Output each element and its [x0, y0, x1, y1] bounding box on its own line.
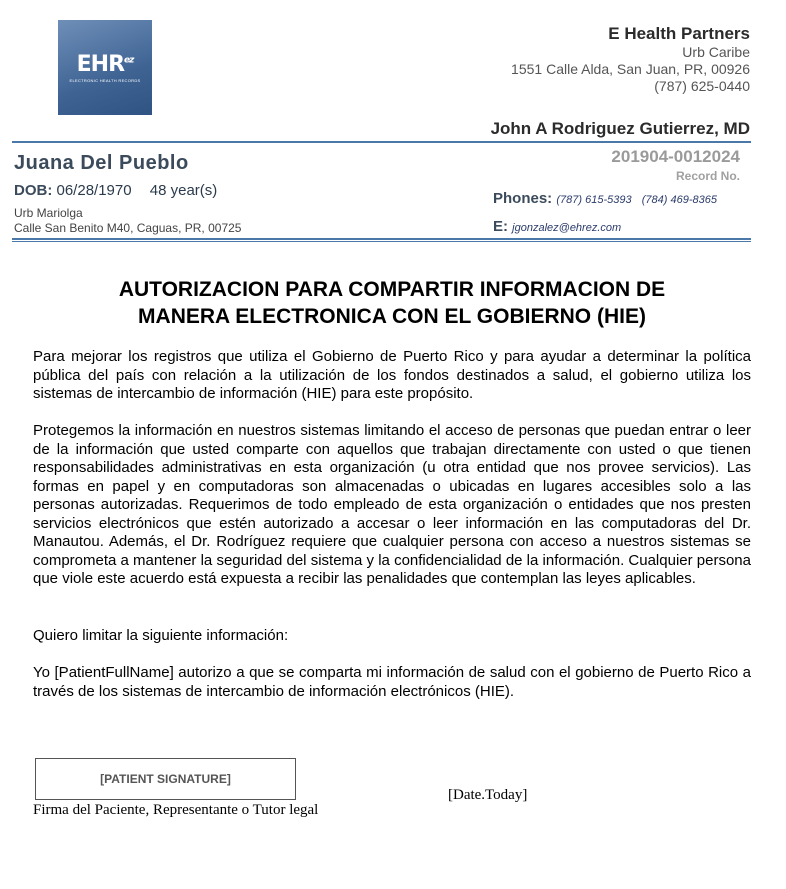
- paragraph-protection: Protegemos la información en nuestros sistemas limitando el acceso de personas que puedan entrar o leer de la información que usted comparte con aquellos que trabajan directamente con usted o que tienen responsabilidades administrativas en esta organización (u otra entidad que nos provee servicios). Las formas en papel y en computadoras son almacenadas o ubicadas en lugares accesibles solo a las personas autorizadas. Requerimos de todo empleado de esta organización o entidades que nos presten servicios electrónicos que estén autorizado a accesar o leer información en las computadoras del Dr. Manautou. Además, el Dr. Rodríguez requiere que cualquier persona con acceso a nuestros sistemas se comprometa a mantener la seguridad del sistema y la confidencialidad de la información. Cualquier persona que viole este acuerdo está expuesta a recibir las penalidades que contemplan las leyes aplicables.: [33, 422, 751, 587]
- ehrez-logo: [58, 20, 152, 115]
- patient-age: 48 year(s): [149, 182, 218, 199]
- email-label: E:: [493, 218, 508, 235]
- patient-signature-field[interactable]: [PATIENT SIGNATURE]: [35, 758, 296, 800]
- record-number-label: Record No.: [675, 169, 740, 183]
- logo-brand: $EHR^{ez}$: [76, 52, 134, 77]
- signature-caption: Firma del Paciente, Representante o Tutor legal: [33, 802, 319, 818]
- practice-address-line2: 1551 Calle Alda, San Juan, PR, 00926: [511, 61, 750, 77]
- title-line-2: MANERA ELECTRONICA CON EL GOBIERNO (HIE): [138, 305, 646, 328]
- provider-name: John A Rodriguez Gutierrez, MD: [490, 119, 750, 138]
- dob-label: DOB:: [14, 182, 53, 199]
- patient-address-line1: Urb Mariolga: [14, 206, 83, 220]
- patient-email: jgonzalez@ehrez.com: [512, 222, 622, 234]
- patient-divider-top: [12, 238, 751, 240]
- patient-dob-row: [14, 182, 217, 199]
- patient-phone-2: (784) 469-8365: [641, 194, 717, 206]
- signature-date: [Date.Today]: [448, 787, 528, 803]
- practice-name: E Health Partners: [608, 24, 750, 43]
- record-number: 201904-0012024: [611, 147, 740, 166]
- paragraph-limit: Quiero limitar la siguiente información:: [33, 627, 289, 644]
- patient-phones: [493, 190, 717, 207]
- patient-divider-bottom: [12, 241, 751, 242]
- patient-phone-1: (787) 615-5393: [556, 194, 632, 206]
- patient-address-line2: Calle San Benito M40, Caguas, PR, 00725: [14, 221, 242, 235]
- patient-dob: 06/28/1970: [56, 182, 132, 199]
- logo-tagline: ELECTRONIC HEALTH RECORDS: [69, 78, 141, 83]
- practice-phone: (787) 625-0440: [654, 78, 750, 94]
- title-line-1: AUTORIZACION PARA COMPARTIR INFORMACION DE: [118, 278, 666, 301]
- paragraph-authorization: Yo [PatientFullName] autorizo a que se comparta mi información de salud con el gobierno de Puerto Rico a través de los sistemas de intercambio de información electrónicos (HIE).: [33, 664, 751, 700]
- paragraph-intro: Para mejorar los registros que utiliza el Gobierno de Puerto Rico y para ayudar a determinar la política pública del país con relación a la utilización de los fondos destinados a salud, el gobierno utiliza los sistemas de intercambio de información (HIE) para este propósito.: [33, 348, 751, 402]
- practice-address-line1: Urb Caribe: [682, 44, 750, 60]
- patient-name: Juana Del Pueblo: [14, 152, 189, 174]
- header-divider: [12, 141, 751, 143]
- practice-info: [511, 24, 750, 95]
- logo-suffix: ez: [124, 55, 134, 66]
- document-title: [33, 276, 751, 330]
- patient-email-row: [493, 218, 621, 235]
- phones-label: Phones:: [493, 190, 553, 207]
